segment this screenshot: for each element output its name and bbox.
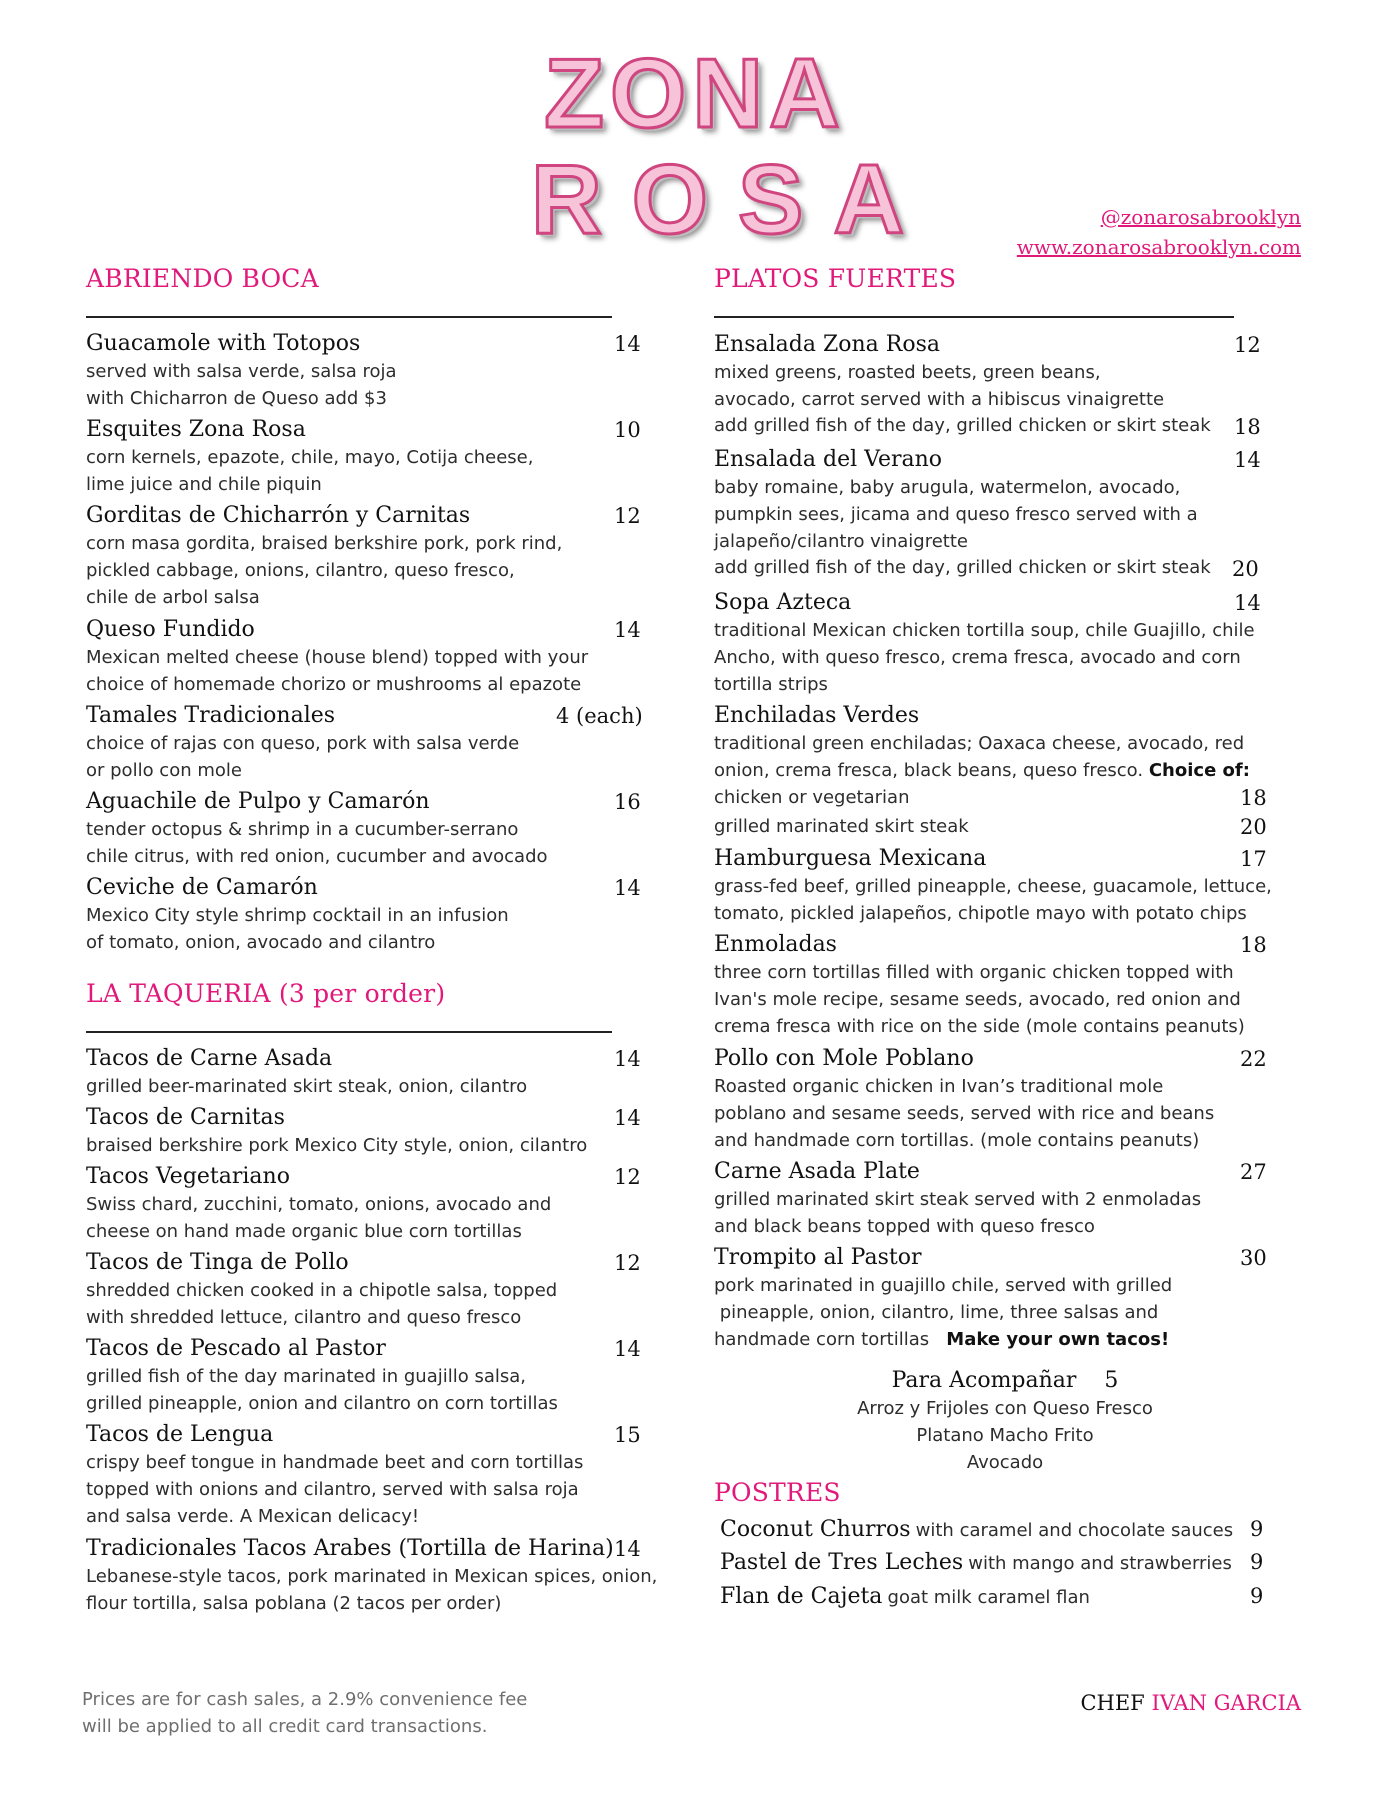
menu-item: [86, 1421, 583, 1530]
item-desc: grass-fed beef, grilled pineapple, cheese, guacamole, lettuce,: [714, 876, 1272, 897]
dessert-desc: with mango and strawberries: [968, 1553, 1232, 1574]
item-desc: avocado, carrot served with a hibiscus vinaigrette: [714, 389, 1165, 410]
item-desc: [714, 1326, 1172, 1353]
item-desc: topped with onions and cilantro, served with salsa roja: [86, 1479, 579, 1500]
menu-item: [86, 416, 533, 498]
item-desc: with Chicharron de Queso add $3: [86, 388, 387, 409]
item-desc: served with salsa verde, salsa roja: [86, 361, 397, 382]
item-desc: grilled beer-marinated skirt steak, onion, cilantro: [86, 1076, 528, 1097]
menu-item: [86, 788, 548, 870]
item-desc: choice of homemade chorizo or mushrooms al epazote: [86, 674, 582, 695]
item-price: 14: [614, 876, 641, 900]
menu-item: [714, 446, 1198, 555]
menu-item: [86, 1104, 587, 1159]
dessert-name: Pastel de Tres Leches: [720, 1550, 964, 1575]
item-desc: crispy beef tongue in handmade beet and corn tortillas: [86, 1452, 584, 1473]
item-name: Hamburguesa Mexicana: [714, 846, 987, 871]
item-name: Tacos Vegetariano: [86, 1164, 290, 1189]
item-price: 12: [1234, 333, 1261, 357]
item-desc: and salsa verde. A Mexican delicacy!: [86, 1506, 420, 1527]
item-desc: grilled fish of the day marinated in guajillo salsa,: [86, 1366, 527, 1387]
item-price: 14: [1234, 448, 1261, 472]
item-name: Tacos de Tinga de Pollo: [86, 1250, 349, 1275]
dessert-item: [720, 1550, 1232, 1575]
logo: [505, 38, 935, 254]
item-name: Guacamole with Totopos: [86, 331, 361, 356]
menu-item: [714, 589, 1255, 698]
item-price: 22: [1240, 1047, 1267, 1071]
item-name: Gorditas de Chicharrón y Carnitas: [86, 503, 471, 528]
item-name: Enchiladas Verdes: [714, 703, 920, 728]
menu-item: [86, 330, 397, 412]
chef-credit: [1080, 1691, 1301, 1715]
item-price: 12: [614, 1165, 641, 1189]
item-desc-text: handmade corn tortillas: [714, 1329, 930, 1350]
item-addon: add grilled fish of the day, grilled chicken or skirt steak: [714, 557, 1211, 578]
item-price: 14: [1234, 591, 1261, 615]
chef-label: CHEF: [1080, 1691, 1145, 1715]
item-desc: traditional green enchiladas; Oaxaca cheese, avocado, red: [714, 733, 1245, 754]
item-desc: Ivan's mole recipe, sesame seeds, avocado, red onion and: [714, 989, 1241, 1010]
item-desc: tomato, pickled jalapeños, chipotle mayo with potato chips: [714, 903, 1247, 924]
item-price: 14: [614, 1106, 641, 1130]
item-desc: Lebanese-style tacos, pork marinated in Mexican spices, onion,: [86, 1566, 658, 1587]
item-option-price: 20: [1240, 815, 1267, 839]
chef-name: IVAN GARCIA: [1151, 1691, 1301, 1715]
item-addon-price: 20: [1232, 557, 1259, 581]
item-name: Ensalada Zona Rosa: [714, 332, 941, 357]
item-desc: cheese on hand made organic blue corn tortillas: [86, 1221, 522, 1242]
item-desc: Mexican melted cheese (house blend) topped with your: [86, 647, 589, 668]
item-price: 14: [614, 618, 641, 642]
item-name: Sopa Azteca: [714, 590, 852, 615]
item-name: Aguachile de Pulpo y Camarón: [86, 789, 430, 814]
logo-line-1: ZONA: [544, 38, 846, 148]
item-price: 14: [614, 1047, 641, 1071]
item-desc: or pollo con mole: [86, 760, 242, 781]
sides-item: Platano Macho Frito: [916, 1425, 1094, 1446]
menu-item: [714, 331, 1164, 413]
payment-note-line: will be applied to all credit card transactions.: [82, 1716, 488, 1737]
item-desc: grilled marinated skirt steak served with 2 enmoladas: [714, 1189, 1202, 1210]
dessert-desc: goat milk caramel flan: [887, 1587, 1090, 1608]
menu-item: [714, 845, 1272, 927]
section-title-taqueria: LA TAQUERIA (3 per order): [86, 979, 446, 1008]
item-name: Tamales Tradicionales: [86, 703, 336, 728]
payment-note-line: Prices are for cash sales, a 2.9% convenience fee: [82, 1689, 528, 1710]
item-price: 27: [1240, 1160, 1267, 1184]
choice-label: Choice of:: [1148, 760, 1250, 781]
item-desc: jalapeño/cilantro vinaigrette: [714, 531, 968, 552]
item-option: grilled marinated skirt steak: [714, 816, 969, 837]
payment-note: [82, 1686, 527, 1740]
item-desc: mixed greens, roasted beets, green beans,: [714, 362, 1101, 383]
section-divider: [86, 316, 612, 318]
menu-item: [86, 502, 562, 611]
item-name: Esquites Zona Rosa: [86, 417, 306, 442]
item-desc: crema fresca with rice on the side (mole contains peanuts): [714, 1016, 1245, 1037]
section-divider: [86, 1031, 612, 1033]
item-desc-highlight: Make your own tacos!: [946, 1329, 1170, 1350]
item-desc: baby romaine, baby arugula, watermelon, avocado,: [714, 477, 1181, 498]
item-price: 16: [614, 790, 641, 814]
dessert-price: 9: [1250, 1584, 1264, 1608]
contact-links: [1017, 202, 1301, 262]
item-name: Queso Fundido: [86, 617, 255, 642]
item-desc: pickled cabbage, onions, cilantro, queso fresco,: [86, 560, 515, 581]
item-desc: Ancho, with queso fresco, crema fresca, avocado and corn: [714, 647, 1241, 668]
item-desc: and handmade corn tortillas. (mole contains peanuts): [714, 1130, 1200, 1151]
item-desc: pork marinated in guajillo chile, served with grilled: [714, 1275, 1173, 1296]
item-desc: pumpkin sees, jicama and queso fresco served with a: [714, 504, 1198, 525]
item-desc: chile de arbol salsa: [86, 587, 260, 608]
item-addon-price: 18: [1234, 415, 1261, 439]
item-price: 14: [614, 1337, 641, 1361]
item-desc: tender octopus & shrimp in a cucumber-serrano: [86, 819, 519, 840]
item-name: Tacos de Pescado al Pastor: [86, 1336, 386, 1361]
section-title-postres: POSTRES: [714, 1478, 841, 1507]
item-desc: Roasted organic chicken in Ivan’s traditional mole: [714, 1076, 1164, 1097]
item-price: 12: [614, 504, 641, 528]
item-price: 14: [614, 332, 641, 356]
menu-item: [714, 1158, 1201, 1240]
item-name: Tacos de Carne Asada: [86, 1046, 333, 1071]
item-desc: [714, 757, 1250, 784]
menu-item: [714, 1244, 1172, 1353]
sides-item: Arroz y Frijoles con Queso Fresco: [857, 1398, 1153, 1419]
item-desc: Swiss chard, zucchini, tomato, onions, avocado and: [86, 1194, 552, 1215]
item-desc: three corn tortillas filled with organic chicken topped with: [714, 962, 1234, 983]
dessert-name: Coconut Churros: [720, 1517, 911, 1542]
item-desc: traditional Mexican chicken tortilla soup, chile Guajillo, chile: [714, 620, 1255, 641]
item-desc: of tomato, onion, avocado and cilantro: [86, 932, 436, 953]
instagram-handle-link[interactable]: @zonarosabrooklyn: [1100, 205, 1301, 229]
website-link[interactable]: www.zonarosabrooklyn.com: [1016, 235, 1301, 259]
dessert-price: 9: [1250, 1550, 1264, 1574]
item-desc: grilled pineapple, onion and cilantro on corn tortillas: [86, 1393, 558, 1414]
item-name: Ensalada del Verano: [714, 447, 943, 472]
item-desc: corn masa gordita, braised berkshire pork, pork rind,: [86, 533, 563, 554]
sides-item: Avocado: [966, 1452, 1044, 1473]
sides-block: [720, 1367, 1290, 1476]
dessert-item: [720, 1517, 1233, 1542]
item-name: Tacos de Carnitas: [86, 1105, 285, 1130]
item-name: Ceviche de Camarón: [86, 875, 318, 900]
sides-price: 5: [1104, 1368, 1119, 1393]
dessert-price: 9: [1250, 1517, 1264, 1541]
menu-item: [714, 931, 1245, 1040]
menu-item: [714, 702, 1250, 784]
item-desc: with shredded lettuce, cilantro and queso fresco: [86, 1307, 522, 1328]
item-price: 12: [614, 1251, 641, 1275]
sides-title-text: Para Acompañar: [891, 1368, 1077, 1393]
menu-item: [86, 1045, 527, 1100]
item-desc: pineapple, onion, cilantro, lime, three salsas and: [714, 1302, 1159, 1323]
item-desc: poblano and sesame seeds, served with rice and beans: [714, 1103, 1215, 1124]
section-title-platos-fuertes: PLATOS FUERTES: [714, 264, 957, 293]
item-desc: lime juice and chile piquin: [86, 474, 322, 495]
menu-item: [86, 1163, 551, 1245]
item-price: 18: [1240, 933, 1267, 957]
item-desc: Mexico City style shrimp cocktail in an infusion: [86, 905, 509, 926]
item-price: 17: [1240, 847, 1267, 871]
item-option: chicken or vegetarian: [714, 787, 910, 808]
sides-title: [892, 1367, 1119, 1395]
item-desc: tortilla strips: [714, 674, 828, 695]
item-desc: chile citrus, with red onion, cucumber and avocado: [86, 846, 548, 867]
menu-item: [86, 1335, 558, 1417]
menu-item: [86, 1249, 557, 1331]
item-addon: add grilled fish of the day, grilled chicken or skirt steak: [714, 415, 1211, 436]
item-name: Tacos de Lengua: [86, 1422, 274, 1447]
item-name: Trompito al Pastor: [714, 1245, 922, 1270]
menu-item: [86, 874, 509, 956]
item-price: 4 (each): [556, 704, 643, 728]
item-desc: choice of rajas con queso, pork with salsa verde: [86, 733, 520, 754]
dessert-item: [720, 1584, 1090, 1609]
menu-item: [86, 616, 588, 698]
item-name: Pollo con Mole Poblano: [714, 1046, 974, 1071]
logo-line-2: ROSA: [531, 144, 935, 254]
menu-item: [714, 1045, 1214, 1154]
item-price: 10: [614, 418, 641, 442]
item-option-price: 18: [1240, 786, 1267, 810]
item-desc: corn kernels, epazote, chile, mayo, Cotija cheese,: [86, 447, 534, 468]
item-desc: flour tortilla, salsa poblana (2 tacos per order): [86, 1593, 502, 1614]
item-desc: braised berkshire pork Mexico City style, onion, cilantro: [86, 1135, 588, 1156]
dessert-desc: with caramel and chocolate sauces: [915, 1520, 1234, 1541]
menu-item: [86, 1535, 657, 1617]
item-price: 15: [614, 1423, 641, 1447]
item-name: Tradicionales Tacos Arabes (Tortilla de Harina): [86, 1536, 614, 1561]
dessert-name: Flan de Cajeta: [720, 1584, 883, 1609]
item-desc: shredded chicken cooked in a chipotle salsa, topped: [86, 1280, 558, 1301]
item-name: Carne Asada Plate: [714, 1159, 920, 1184]
menu-item: [86, 702, 519, 784]
item-price: 14: [614, 1537, 641, 1561]
item-desc-text: onion, crema fresca, black beans, queso fresco.: [714, 760, 1144, 781]
item-desc: and black beans topped with queso fresco: [714, 1216, 1095, 1237]
section-divider: [714, 316, 1234, 318]
item-price: 30: [1240, 1246, 1267, 1270]
section-title-abriendo-boca: ABRIENDO BOCA: [86, 264, 319, 293]
item-name: Enmoladas: [714, 932, 837, 957]
